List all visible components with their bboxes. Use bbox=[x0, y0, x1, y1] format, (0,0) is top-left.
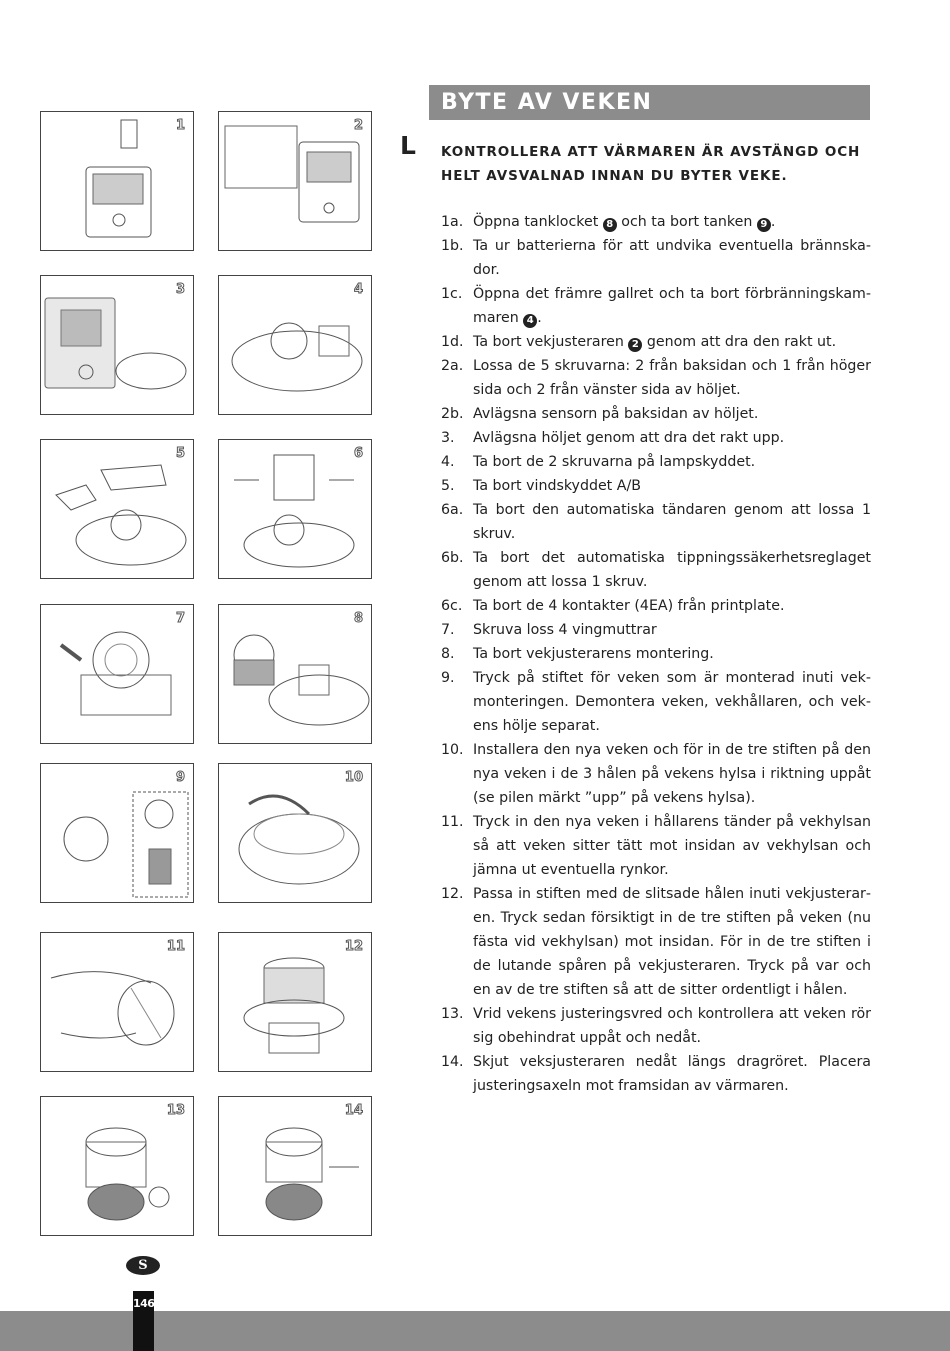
figure-number: 8 bbox=[353, 611, 363, 626]
instruction-steps bbox=[441, 210, 871, 1098]
step-number: 6b. bbox=[441, 550, 464, 566]
figure-number: 13 bbox=[166, 1103, 185, 1118]
figure-number: 2 bbox=[353, 118, 363, 133]
step-item bbox=[441, 450, 871, 474]
step-number: 7. bbox=[441, 622, 455, 638]
step-item bbox=[441, 210, 871, 234]
step-number: 13. bbox=[441, 1006, 464, 1022]
side-letter: L bbox=[400, 131, 416, 160]
step-text: Ta bort vekjusterarens montering. bbox=[473, 646, 714, 662]
step-text: Skruva loss 4 vingmuttrar bbox=[473, 622, 657, 638]
figure-number: 5 bbox=[175, 446, 185, 461]
step-text: Ta bort vindskyddet A/B bbox=[473, 478, 641, 494]
figure-illustration bbox=[41, 605, 194, 744]
step-item bbox=[441, 618, 871, 642]
figure-illustration bbox=[41, 276, 194, 415]
step-item bbox=[441, 1002, 871, 1050]
step-item bbox=[441, 354, 871, 402]
step-text: Vrid vekens justeringsvred och kontrollera att veken rör sig obehindrat uppåt och nedåt. bbox=[473, 1006, 871, 1046]
figure-number: 10 bbox=[344, 770, 363, 785]
part-number-badge: 4 bbox=[523, 314, 537, 328]
step-text: . bbox=[770, 214, 776, 230]
step-number: 10. bbox=[441, 742, 464, 758]
step-text: genom att dra den rakt ut. bbox=[642, 334, 837, 350]
step-text: Ta bort de 4 kontakter (4EA) från printplate. bbox=[473, 598, 785, 614]
step-text: Ta bort de 2 skruvarna på lampskyddet. bbox=[473, 454, 756, 470]
step-text: Ta bort det automatiska tippningssäkerhetsreglaget genom att lossa 1 skruv. bbox=[473, 550, 871, 590]
figure-13 bbox=[40, 1096, 194, 1236]
figure-9 bbox=[40, 763, 194, 903]
step-item bbox=[441, 498, 871, 546]
figure-6 bbox=[218, 439, 372, 579]
part-number-badge: 8 bbox=[603, 218, 617, 232]
figure-3 bbox=[40, 275, 194, 415]
figure-10 bbox=[218, 763, 372, 903]
step-item bbox=[441, 282, 871, 330]
figure-number: 3 bbox=[175, 282, 185, 297]
step-text: Öppna tanklocket bbox=[473, 214, 603, 230]
step-number: 3. bbox=[441, 430, 455, 446]
step-item bbox=[441, 594, 871, 618]
step-text: Ta bort vekjusteraren bbox=[473, 334, 629, 350]
step-number: 1b. bbox=[441, 238, 464, 254]
step-number: 1c. bbox=[441, 286, 463, 302]
step-item bbox=[441, 882, 871, 1002]
step-number: 8. bbox=[441, 646, 455, 662]
step-text: Ta ur batterierna för att undvika eventuella brännskador. bbox=[473, 238, 871, 278]
step-number: 1d. bbox=[441, 334, 464, 350]
figure-5 bbox=[40, 439, 194, 579]
step-item bbox=[441, 426, 871, 450]
step-text: och ta bort tanken bbox=[616, 214, 757, 230]
step-item bbox=[441, 546, 871, 594]
figure-4 bbox=[218, 275, 372, 415]
warning-text: KONTROLLERA ATT VÄRMAREN ÄR AVSTÄNGD OCH HELT AVSVALNAD INNAN DU BYTER VEKE. bbox=[441, 144, 861, 184]
page-number-box bbox=[133, 1291, 154, 1351]
figure-7 bbox=[40, 604, 194, 744]
figure-2 bbox=[218, 111, 372, 251]
step-item bbox=[441, 330, 871, 354]
figure-number: 1 bbox=[175, 118, 185, 133]
figure-number: 11 bbox=[166, 939, 185, 954]
section-title-bar bbox=[429, 85, 870, 120]
step-item bbox=[441, 402, 871, 426]
step-item bbox=[441, 234, 871, 282]
figure-illustration bbox=[219, 276, 372, 415]
figure-11 bbox=[40, 932, 194, 1072]
step-item bbox=[441, 810, 871, 882]
step-number: 12. bbox=[441, 886, 464, 902]
figure-illustration bbox=[219, 605, 372, 744]
figure-number: 14 bbox=[344, 1103, 363, 1118]
step-number: 6c. bbox=[441, 598, 463, 614]
figure-1 bbox=[40, 111, 194, 251]
figure-8 bbox=[218, 604, 372, 744]
step-number: 2b. bbox=[441, 406, 464, 422]
part-number-badge: 2 bbox=[628, 338, 642, 352]
step-text: Passa in stiften med de slitsade hålen inuti vekjusteraren. Tryck sedan försiktigt in de tre stiften på veken (nu fästa vid vekhylsan) mot insidan. För in de tre stiften i de lutande spåren på vekjusteraren. Tryck på var och en av de tre stiften så att de sitter ordentligt i hålen. bbox=[473, 886, 871, 998]
step-text: Tryck på stiftet för veken som är monterad inuti vekmonteringen. Demontera veken, vekhållaren, och vekens hölje separat. bbox=[473, 670, 871, 734]
figure-number: 7 bbox=[175, 611, 185, 626]
figure-number: 6 bbox=[353, 446, 363, 461]
step-number: 11. bbox=[441, 814, 464, 830]
step-text: Lossa de 5 skruvarna: 2 från baksidan och 1 från höger sida och 2 från vänster sida av höljet. bbox=[473, 358, 871, 398]
part-number-badge: 9 bbox=[757, 218, 771, 232]
step-number: 1a. bbox=[441, 214, 464, 230]
step-text: Tryck in den nya veken i hållarens tänder på vekhylsan så att veken sitter tätt mot insidan av vekhylsan och jämna ut eventuella rynkor. bbox=[473, 814, 871, 878]
figure-illustration bbox=[219, 112, 372, 251]
step-text: Avlägsna höljet genom att dra det rakt upp. bbox=[473, 430, 785, 446]
figure-illustration bbox=[41, 440, 194, 579]
step-item bbox=[441, 474, 871, 498]
step-number: 4. bbox=[441, 454, 455, 470]
step-text: Öppna det främre gallret och ta bort förbränningskammaren bbox=[473, 286, 871, 326]
step-item bbox=[441, 738, 871, 810]
figure-12 bbox=[218, 932, 372, 1072]
section-title: BYTE AV VEKEN bbox=[441, 90, 653, 115]
figure-number: 9 bbox=[175, 770, 185, 785]
step-number: 6a. bbox=[441, 502, 464, 518]
step-item bbox=[441, 666, 871, 738]
step-text: Skjut veksjusteraren nedåt längs dragröret. Placera justeringsaxeln mot framsidan av värmaren. bbox=[473, 1054, 871, 1094]
page-number: 146 bbox=[133, 1297, 155, 1310]
step-text: Avlägsna sensorn på baksidan av höljet. bbox=[473, 406, 759, 422]
figure-illustration bbox=[41, 764, 194, 903]
step-item bbox=[441, 642, 871, 666]
step-number: 5. bbox=[441, 478, 455, 494]
step-number: 9. bbox=[441, 670, 455, 686]
step-item bbox=[441, 1050, 871, 1098]
language-badge: S bbox=[126, 1256, 160, 1275]
figure-number: 4 bbox=[353, 282, 363, 297]
figure-number: 12 bbox=[344, 939, 363, 954]
step-text: Installera den nya veken och för in de tre stiften på den nya veken i de 3 hålen på vekens hylsa i riktning uppåt (se pilen märkt ”upp” på vekens hylsa). bbox=[473, 742, 871, 806]
step-text: Ta bort den automatiska tändaren genom att lossa 1 skruv. bbox=[473, 502, 871, 542]
step-number: 14. bbox=[441, 1054, 464, 1070]
figure-illustration bbox=[219, 440, 372, 579]
figure-14 bbox=[218, 1096, 372, 1236]
figure-illustration bbox=[41, 112, 194, 251]
step-text: . bbox=[537, 310, 542, 326]
step-number: 2a. bbox=[441, 358, 464, 374]
